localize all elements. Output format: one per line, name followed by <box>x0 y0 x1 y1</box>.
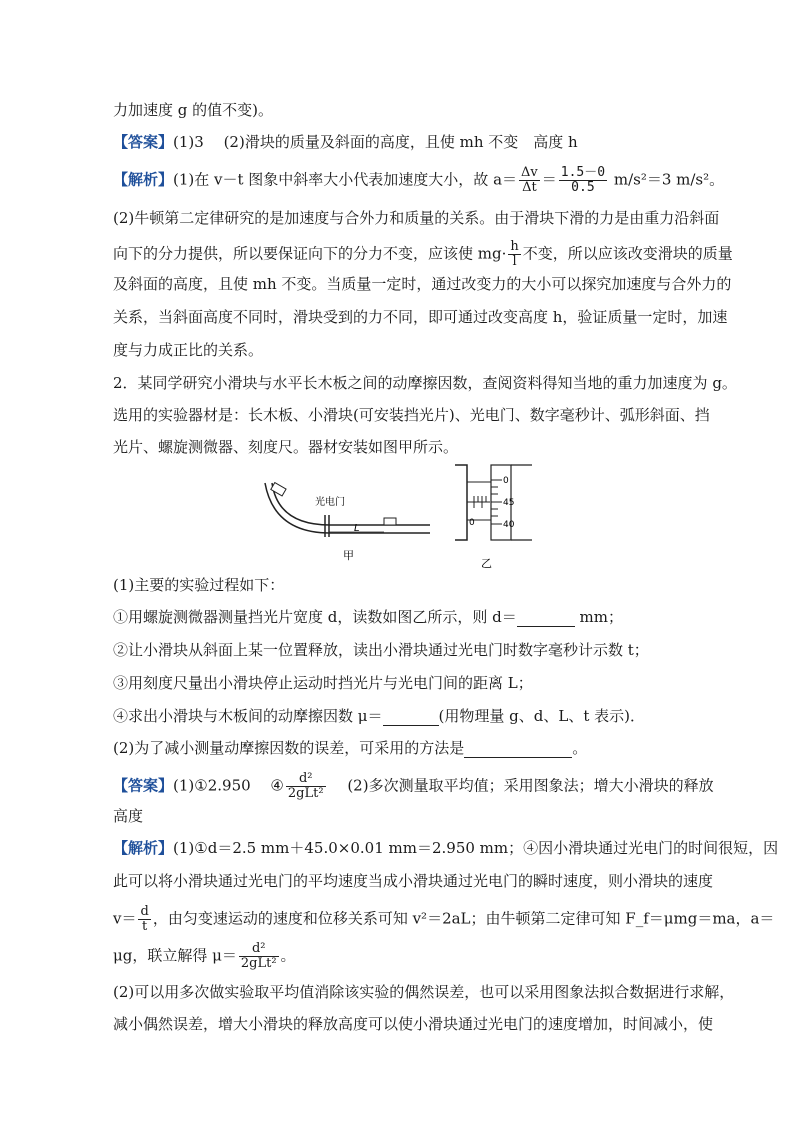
answer-2-cont: 高度 <box>113 807 144 825</box>
explanation-2-line-c: v＝ $\frac{d}{t}$ ，由匀变速运动的速度和位移关系可知 v²＝2aL；由牛顿第二定律可知 F_f＝μmg＝ma，a＝ <box>113 904 775 934</box>
step-3: ③用刻度尺量出小滑块停止运动时挡光片与光电门间的距离 L； <box>113 674 533 692</box>
figure-yi <box>450 462 540 574</box>
explanation-2-line-a: 【解析】(1)①d＝2.5 mm＋45.0×0.01 mm＝2.950 mm；④因小滑块通过光电门的时间很短，因 <box>113 839 779 857</box>
answer-2: 【答案】(1)①2.950 ④ $\frac{\text{d²}}{\text{2gLt²}}$ (2)多次测量取平均值；采用图象法；增大小滑块的释放 <box>113 771 714 801</box>
tick-0: 0 <box>503 476 509 486</box>
sleeve-0: 0 <box>469 518 475 528</box>
figure-jia-label: 甲 <box>343 549 354 562</box>
fraction-answer-mu: $\frac{\text{d²}}{\text{2gLt²}}$ <box>287 771 324 801</box>
explanation-2-line-d: μg，联立解得 μ＝ $\frac{\text{d²}}{\text{2gLt²}}$ 。 <box>113 941 296 971</box>
question-2-line-b: 选用的实验器材是：长木板、小滑块(可安装挡光片)、光电门、数字毫秒计、弧形斜面、挡 <box>113 406 710 424</box>
explanation-3-line-b: 减小偶然误差，增大小滑块的释放高度可以使小滑块通过光电门的速度增加，时间减小，使 <box>113 1015 714 1033</box>
figure-jia <box>260 475 440 565</box>
tick-45: 45 <box>503 498 515 508</box>
explanation-tag: 【解析】 <box>113 170 174 189</box>
fraction-d-t: $\frac{d}{t}$ <box>140 904 149 934</box>
para-2-line-d: 关系，当斜面高度不同时，滑块受到的力不同，即可通过改变高度 h，验证质量一定时，加速 <box>113 308 728 326</box>
question-2-line-a: 2．某同学研究小滑块与水平长木板之间的动摩擦因数，查阅资料得知当地的重力加速度为 g。 <box>113 374 737 392</box>
blank-d[interactable] <box>517 610 575 627</box>
distance-label: L <box>354 523 360 534</box>
fraction-values: $\frac{1.5-0}{0.5}$ <box>560 165 606 195</box>
photogate-label: 光电门 <box>315 497 345 508</box>
line-prev-end: 力加速度 g 的值不变)。 <box>113 101 273 119</box>
blank-mu[interactable] <box>383 709 439 726</box>
tick-40: 40 <box>503 520 515 530</box>
answer-1 <box>113 132 578 152</box>
fraction-mu-result: $\frac{\text{d²}}{\text{2gLt²}}$ <box>240 941 277 971</box>
step-4: ④求出小滑块与木板间的动摩擦因数 μ＝ (用物理量 g、d、L、t 表示)． <box>113 707 645 725</box>
answer-tag: 【答案】 <box>113 133 174 151</box>
steps-intro: (1)主要的实验过程如下： <box>113 576 285 594</box>
question-2-part-2: (2)为了减小测量动摩擦因数的误差，可采用的方法是 。 <box>113 739 588 757</box>
explanation-3-line-a: (2)可以用多次做实验取平均值消除该实验的偶然误差，也可以采用图象法拟合数据进行求解， <box>113 983 735 1001</box>
para-2-line-c: 及斜面的高度，且使 mh 不变。当质量一定时，通过改变力的大小可以探究加速度与合外力的 <box>113 275 732 293</box>
figure-yi-label: 乙 <box>481 557 492 570</box>
explanation-1: 【解析】(1)在 v－t 图象中斜率大小代表加速度大小，故 a＝ $\frac{\Delta v}{\Delta t}$ ＝ $\frac{1.5-0}{0.5}$ m/s²＝3 m/s²。 <box>113 165 725 195</box>
para-2-line-a: (2)牛顿第二定律研究的是加速度与合外力和质量的关系。由于滑块下滑的力是由重力沿斜面 <box>113 209 720 227</box>
explanation-2-line-b: 此可以将小滑块通过光电门的平均速度当成小滑块通过光电门的瞬时速度，则小滑块的速度 <box>113 872 714 890</box>
para-2-line-b: 向下的分力提供，所以要保证向下的分力不变，应该使 mg· $\frac{h}{l}$ 不变，所以应该改变滑块的质量 <box>113 239 733 269</box>
question-2-line-c: 光片、螺旋测微器、刻度尺。器材安装如图甲所示。 <box>113 438 459 456</box>
fraction-h-l: $\frac{h}{l}$ <box>510 239 519 269</box>
slider-block-icon <box>271 483 286 496</box>
step-1: ①用螺旋测微器测量挡光片宽度 d，读数如图乙所示，则 d＝ mm； <box>113 608 623 626</box>
fraction-dv-dt: $\frac{\Delta v}{\Delta t}$ <box>521 165 538 195</box>
answer-1-text: (1)3 (2)滑块的质量及斜面的高度，且使 mh 不变 高度 h <box>173 133 578 151</box>
step-2: ②让小滑块从斜面上某一位置释放，读出小滑块通过光电门时数字毫秒计示数 t； <box>113 641 649 659</box>
blank-method[interactable] <box>464 741 572 758</box>
para-2-line-e: 度与力成正比的关系。 <box>113 341 264 359</box>
